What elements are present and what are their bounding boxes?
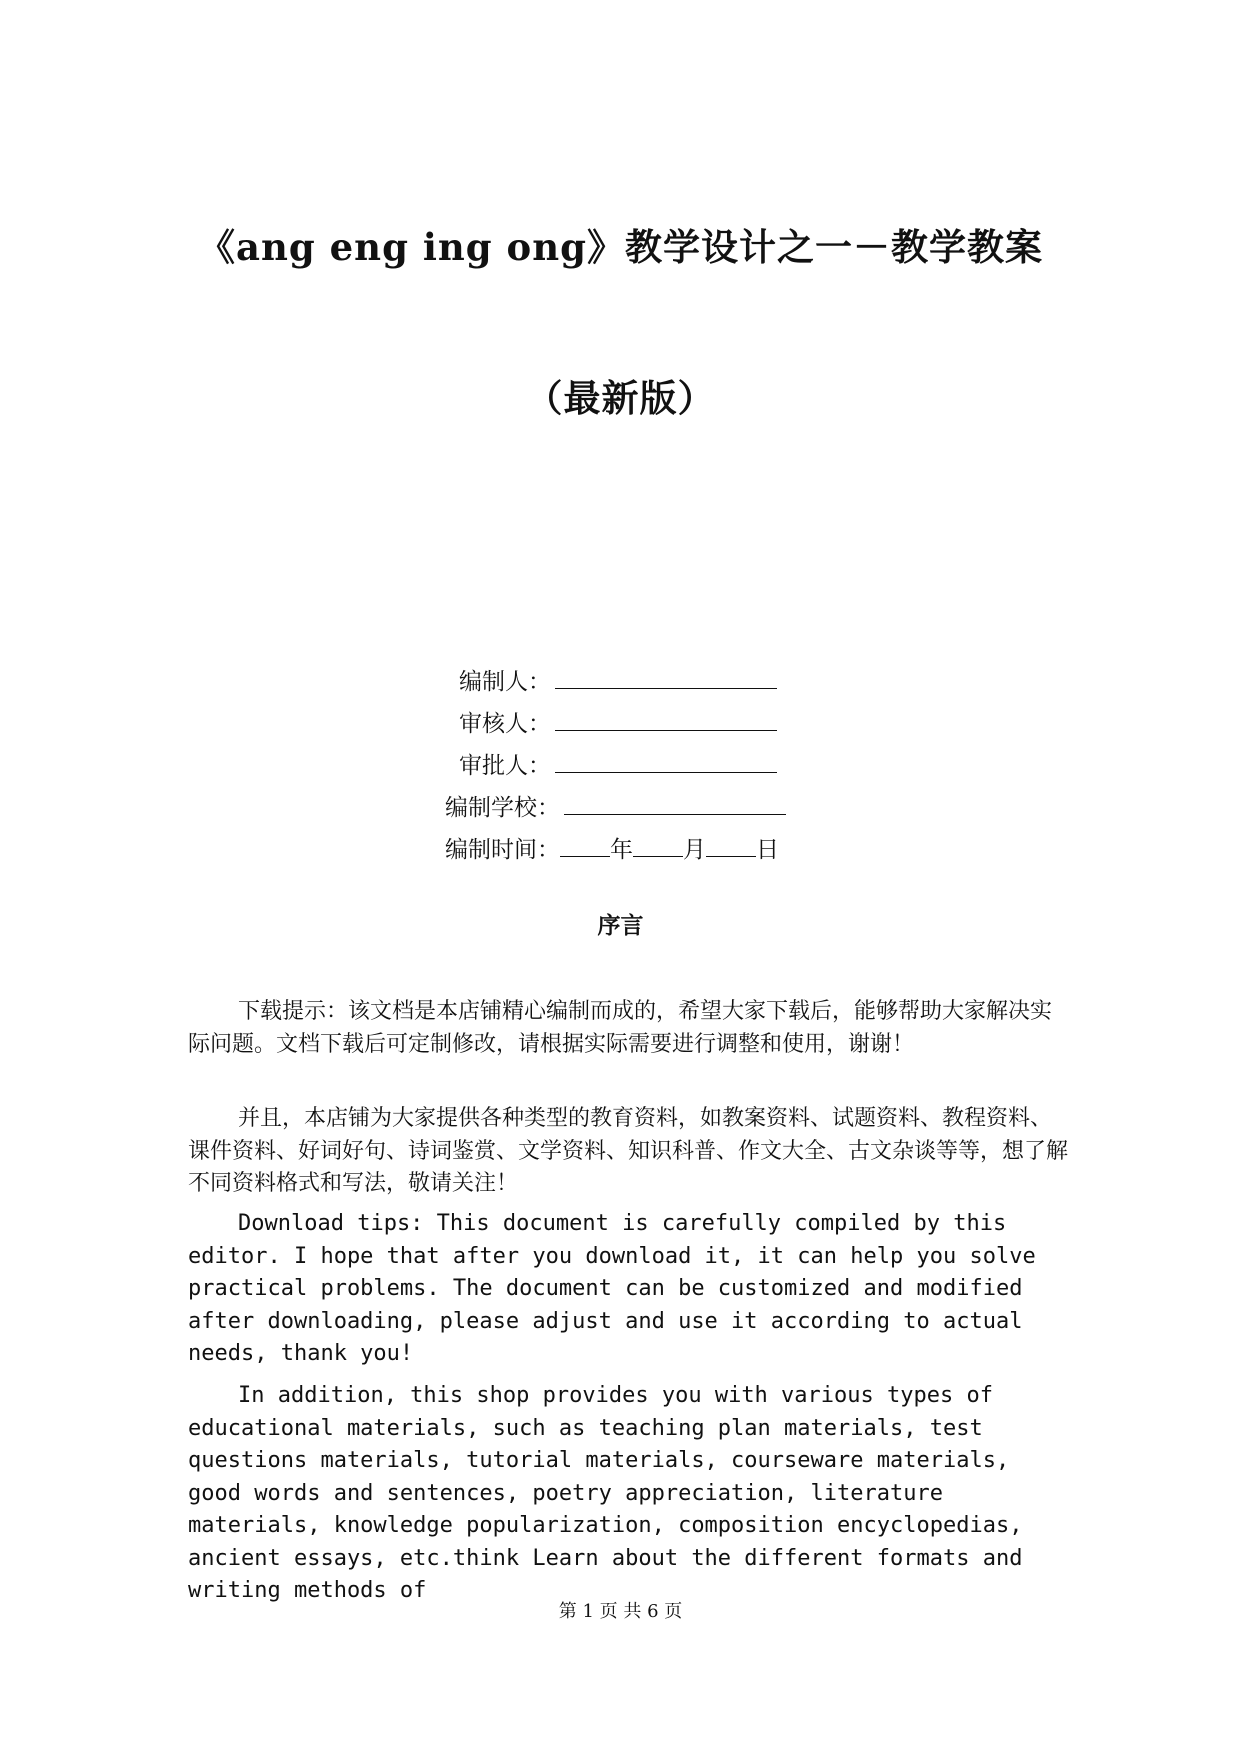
year-blank	[560, 832, 610, 857]
reviewer-label: 审核人：	[459, 711, 551, 737]
preface-paragraph: 并且，本店铺为大家提供各种类型的教育资料，如教案资料、试题资料、教程资料、课件资料、好词好句、诗词鉴赏、文学资料、知识科普、作文大全、古文杂谈等等，想了解不同资料格式和写法，敬请关注！	[188, 1106, 1069, 1196]
school-label: 编制学校：	[445, 795, 560, 821]
time-row	[445, 830, 779, 870]
approver-label: 审批人：	[459, 753, 551, 779]
page-footer: 第 1 页 共 6 页	[558, 1601, 683, 1622]
preface-heading: 序言	[597, 913, 644, 939]
compiler-row	[459, 662, 777, 702]
month-blank	[633, 832, 683, 857]
school-row	[445, 788, 786, 828]
preface-paragraph: In addition, this shop provides you with various types of educational materials, such as teaching plan materials, test questions materials, tutorial materials, courseware materials, good words and sentences, poetry appreciation, literature materials, knowledge popularization, composition encyclopedias, ancient essays, etc.think Learn about the different formats and writing methods of	[188, 1383, 1023, 1603]
approver-row	[459, 746, 777, 786]
compiler-label: 编制人：	[459, 669, 551, 695]
school-blank	[564, 790, 786, 815]
day-unit: 日	[756, 837, 779, 863]
time-label: 编制时间：	[445, 837, 560, 863]
approver-blank	[555, 748, 777, 773]
reviewer-row	[459, 704, 777, 744]
year-unit: 年	[610, 837, 633, 863]
compiler-blank	[555, 664, 777, 689]
preface-paragraph: Download tips: This document is carefully compiled by this editor. I hope that after you download it, it can help you solve practical problems. The document can be customized and modified after downloading, please adjust and use it according to actual needs, thank you!	[188, 1211, 1036, 1366]
document-title: 《ang eng ing ong》教学设计之一－教学教案	[198, 225, 1043, 269]
reviewer-blank	[555, 706, 777, 731]
document-subtitle: （最新版）	[525, 376, 716, 420]
preface-paragraph: 下载提示：该文档是本店铺精心编制而成的，希望大家下载后，能够帮助大家解决实际问题。文档下载后可定制修改，请根据实际需要进行调整和使用，谢谢！	[188, 999, 1053, 1057]
month-unit: 月	[683, 837, 706, 863]
day-blank	[706, 832, 756, 857]
